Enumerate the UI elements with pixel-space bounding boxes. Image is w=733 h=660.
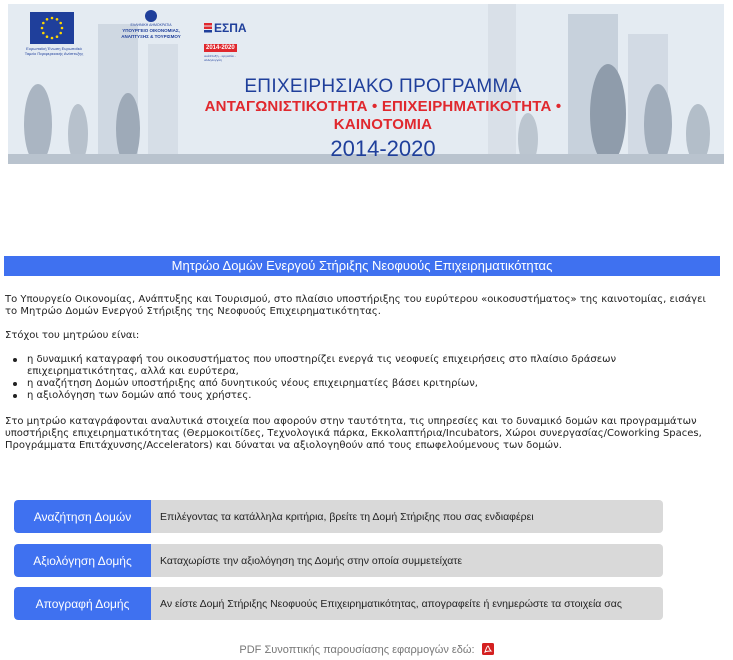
program-line-1: ΕΠΙΧΕΙΡΗΣΙΑΚΟ ΠΡΟΓΡΑΜΜΑ bbox=[244, 76, 522, 97]
search-structures-button[interactable]: Αναζήτηση Δομών bbox=[14, 500, 151, 533]
espa-logo bbox=[204, 21, 250, 62]
goals-list bbox=[5, 354, 717, 402]
espa-subtitle: ανάπτυξη - εργασία - αλληλεγγύη bbox=[204, 54, 236, 62]
greek-emblem-icon bbox=[145, 10, 157, 22]
registry-paragraph: Στο μητρώο καταγράφονται αναλυτικά στοιχεία που αφορούν στην ταυτότητα, τις υπηρεσίες και το δυναμικό δομών και προγραμμάτων υποστήριξης επιχειρηματικότητας (Θερμοκοιτίδες, Τεχνολογικά πάρκα, Εκκολαπτήρια/Incubators, Χώροι συνεργασίας/Coworking Spaces, Προγράμματα Επιτάχυνσης/Accelerators) και δύναται να αξιολογηθούν από τους επωφελούμενους των δομών. bbox=[5, 416, 702, 451]
program-title bbox=[158, 76, 608, 162]
search-structures-row bbox=[14, 500, 663, 533]
search-structures-description: Επιλέγοντας τα κατάλληλα κριτήρια, βρείτε τη Δομή Στήριξης που σας ενδιαφέρει bbox=[160, 510, 534, 523]
espa-mark-icon bbox=[204, 23, 212, 33]
ministry-logo bbox=[106, 10, 196, 40]
ministry-line-2: ΥΠΟΥΡΓΕΙΟ ΟΙΚΟΝΟΜΙΑΣ, bbox=[122, 27, 180, 33]
main-content bbox=[5, 294, 717, 452]
goal-item: η αξιολόγηση των δομών από τους χρήστες. bbox=[21, 390, 717, 402]
footer bbox=[0, 643, 733, 656]
espa-title: ΕΣΠΑ bbox=[214, 21, 247, 35]
header-banner bbox=[8, 4, 724, 164]
goal-item: η δυναμική καταγραφή του οικοσυστήματος που υποστηρίζει ενεργά τις νεοφυείς επιχειρήσεις στο πλαίσιο δράσεων επιχειρηματικότητας, αλλά και ευρύτερα, bbox=[21, 354, 717, 378]
evaluate-structure-description: Καταχωρίστε την αξιολόγηση της Δομής στην οποία συμμετείχατε bbox=[160, 554, 463, 567]
pdf-icon[interactable] bbox=[482, 643, 494, 655]
evaluate-structure-row bbox=[14, 544, 663, 577]
evaluate-structure-button[interactable]: Αξιολόγηση Δομής bbox=[14, 544, 151, 577]
espa-years: 2014-2020 bbox=[206, 45, 235, 51]
pdf-presentation-link[interactable]: PDF Συνοπτικής παρουσίασης εφαρμογών εδώ: bbox=[239, 644, 475, 656]
program-line-3: 2014-2020 bbox=[330, 136, 436, 161]
goals-heading: Στόχοι του μητρώου είναι: bbox=[5, 330, 140, 341]
register-structure-button[interactable]: Απογραφή Δομής bbox=[14, 587, 151, 620]
eu-stars-icon bbox=[39, 15, 65, 41]
goal-item: η αναζήτηση Δομών υποστήριξης από δυνητικούς νέους επιχειρηματίες βάσει κριτηρίων, bbox=[21, 378, 717, 390]
program-line-2: ΑΝΤΑΓΩΝΙΣΤΙΚΟΤΗΤΑ • ΕΠΙΧΕΙΡΗΜΑΤΙΚΟΤΗΤΑ • ΚΑΙΝΟΤΟΜΙΑ bbox=[204, 98, 562, 133]
register-structure-row bbox=[14, 587, 663, 620]
register-structure-description: Αν είστε Δομή Στήριξης Νεοφυούς Επιχειρηματικότητας, απογραφείτε ή ενημερώστε τα στοιχεία σας bbox=[160, 597, 622, 610]
eu-caption: Ευρωπαϊκή Ένωση Ευρωπαϊκό Ταμείο Περιφερειακής Ανάπτυξης bbox=[24, 46, 84, 56]
intro-paragraph: Το Υπουργείο Οικονομίας, Ανάπτυξης και Τουρισμού, στο πλαίσιο υποστήριξης του ευρύτερου «οικοσυστήματος» της καινοτομίας, εισάγει το Μητρώο Δομών Ενεργού Στήριξης της Νεοφυούς Επιχειρηματικότητας. bbox=[5, 294, 706, 317]
eu-flag-logo bbox=[30, 12, 74, 44]
ministry-line-1: ΕΛΛΗΝΙΚΗ ΔΗΜΟΚΡΑΤΙΑ bbox=[130, 23, 172, 27]
page-title: Μητρώο Δομών Ενεργού Στήριξης Νεοφυούς Επιχειρηματικότητας bbox=[4, 256, 720, 276]
ministry-line-3: ΑΝΑΠΤΥΞΗΣ & ΤΟΥΡΙΣΜΟΥ bbox=[121, 33, 181, 39]
